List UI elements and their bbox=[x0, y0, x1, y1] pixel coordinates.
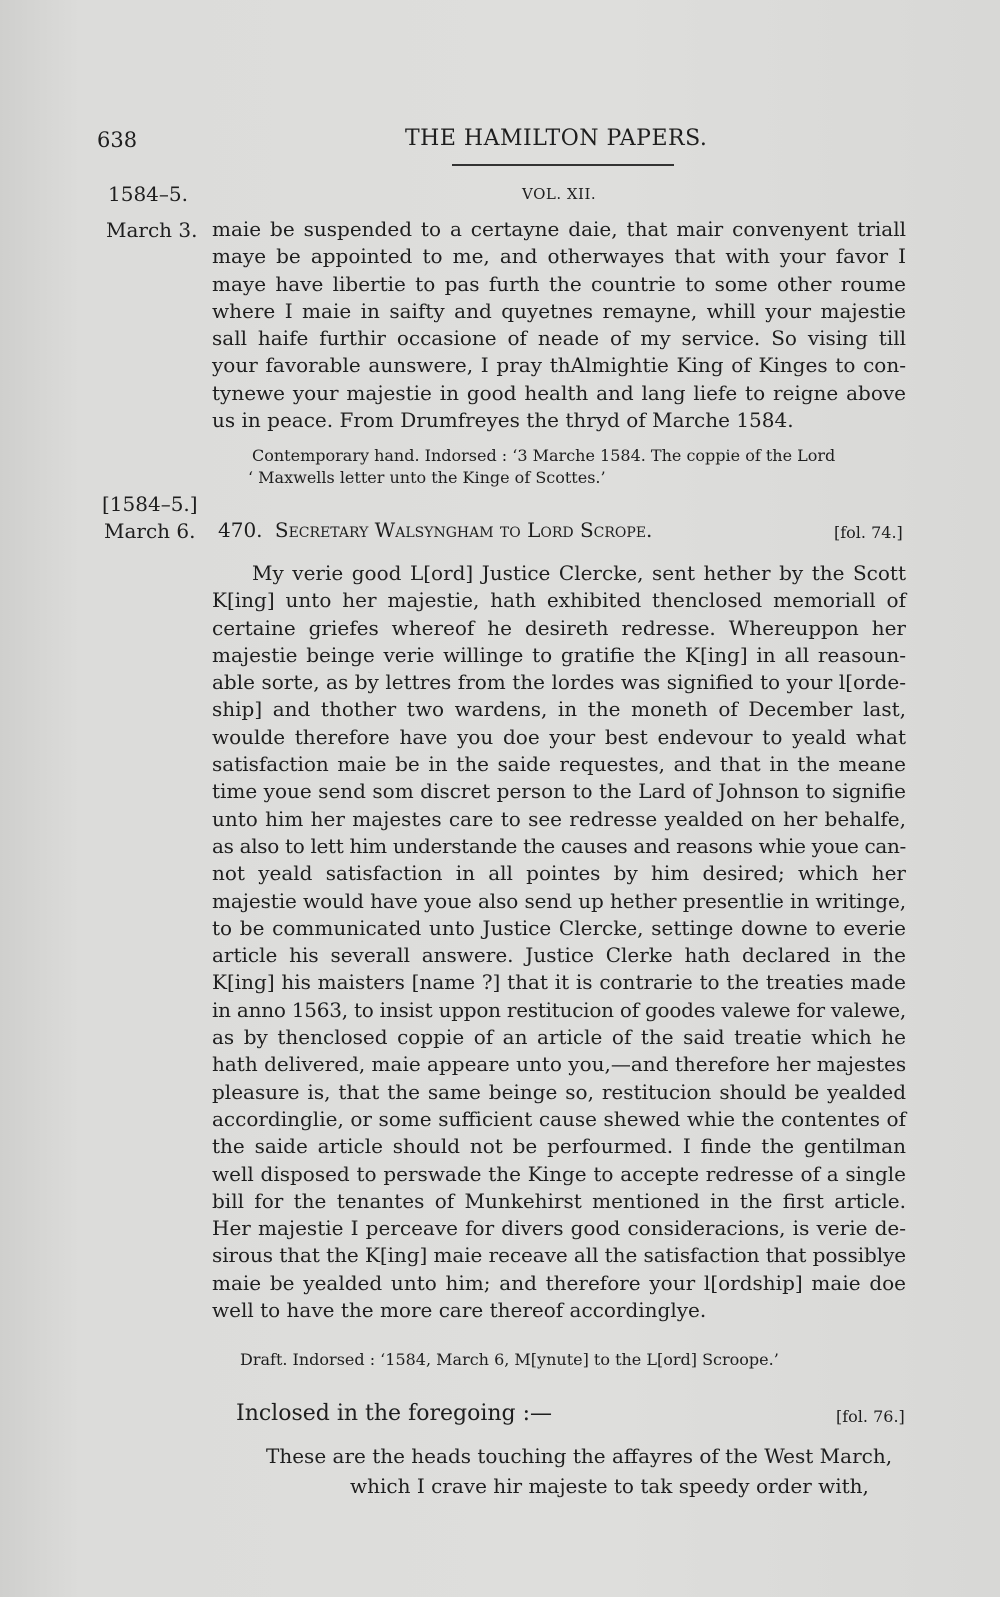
text-line: as also to lett him understande the causes and reasons whie youe can- bbox=[212, 833, 906, 858]
text-line: tynewe your majestie in good health and lang liefe to reigne above bbox=[212, 380, 906, 405]
text-line: hath delivered, maie appeare unto you,—and therefore her majestes bbox=[212, 1052, 907, 1077]
text-line: Her majestie I perceave for divers good consideracions, is verie de- bbox=[212, 1216, 906, 1241]
text-line: maye have libertie to pas furth the countrie to some other roume bbox=[212, 271, 906, 296]
text-line: accordinglie, or some sufficient cause shewed whie the contentes of bbox=[212, 1106, 906, 1131]
text-line: maie be yealded unto him; and therefore your l[ordship] maie doe bbox=[212, 1270, 906, 1295]
page-number: 638 bbox=[97, 128, 138, 152]
text-line: majestie would have youe also send up hether presentlie in writinge, bbox=[212, 888, 906, 913]
text-line: in anno 1563, to insist uppon restitucion of goodes valewe for valewe, bbox=[212, 997, 906, 1022]
enclosure-heading: Inclosed in the foregoing :— bbox=[236, 1401, 553, 1426]
note-line: Contemporary hand. Indorsed : ‘3 Marche 1584. The coppie of the Lord bbox=[252, 446, 836, 465]
text-line: time youe send som discret person to the Lard of Johnson to signifie bbox=[212, 779, 906, 804]
text-line: able sorte, as by lettres from the lordes was signified to your l[orde- bbox=[212, 670, 906, 695]
entry-year: [1584–5.] bbox=[102, 492, 198, 516]
volume-label: VOL. XII. bbox=[522, 185, 597, 203]
entry-year: 1584–5. bbox=[108, 182, 188, 206]
text-line: to be communicated unto Justice Clercke, settinge downe to everie bbox=[212, 915, 906, 940]
letter-title: Secretary Walsyngham to Lord Scrope. bbox=[274, 518, 653, 542]
text-line: well to have the more care thereof accordinglye. bbox=[212, 1298, 707, 1323]
text-line: certaine griefes whereof he desireth redresse. Whereuppon her bbox=[212, 615, 906, 640]
text-line: sall haife furthir occasione of neade of my service. So vising till bbox=[212, 326, 906, 351]
text-line: your favorable aunswere, I pray thAlmightie King of Kinges to con- bbox=[212, 353, 906, 378]
text-line: satisfaction maie be in the saide requestes, and that in the meane bbox=[212, 752, 906, 777]
text-line: the saide article should not be perfourmed. I finde the gentilman bbox=[212, 1134, 906, 1159]
text-line: where I maie in saifty and quyetnes remayne, whill your majestie bbox=[212, 298, 906, 323]
text-line: well disposed to perswade the Kinge to accepte redresse of a single bbox=[212, 1161, 906, 1186]
text-line: article his severall answere. Justice Clerke hath declared in the bbox=[212, 943, 906, 968]
entry-note bbox=[240, 1349, 906, 1371]
text-line: not yeald satisfaction in all pointes by him desired; which her bbox=[212, 861, 906, 886]
text-line: sirous that the K[ing] maie receave all the satisfaction that possiblye bbox=[212, 1243, 907, 1268]
text-line: maie be suspended to a certayne daie, that mair convenyent triall bbox=[212, 217, 906, 241]
running-title: THE HAMILTON PAPERS. bbox=[405, 126, 708, 151]
text-line: My verie good L[ord] Justice Clercke, sent hether by the Scott bbox=[252, 561, 906, 585]
text-line: K[ing] his maisters [name ?] that it is contrarie to the treaties made bbox=[212, 970, 906, 995]
header-rule bbox=[452, 164, 674, 166]
text-line: ship] and thother two wardens, in the moneth of December last, bbox=[212, 697, 906, 722]
text-line: pleasure is, that the same beinge so, restitucion should be yealded bbox=[212, 1079, 906, 1104]
entry-body bbox=[212, 560, 906, 1324]
entry-date: March 3. bbox=[106, 218, 198, 242]
note-line: ‘ Maxwells letter unto the Kinge of Scottes.’ bbox=[248, 468, 606, 487]
text-line: as by thenclosed coppie of an article of the said treatie which he bbox=[212, 1025, 906, 1050]
note-line: Draft. Indorsed : ‘1584, March 6, M[ynute] to the L[ord] Scroope.’ bbox=[240, 1350, 779, 1369]
text-line: maye be appointed to me, and otherwayes that with your favor I bbox=[212, 244, 906, 269]
entry-note bbox=[248, 445, 906, 489]
folio-reference: [fol. 74.] bbox=[834, 523, 903, 542]
letter-number: 470. bbox=[218, 518, 263, 542]
text-line: bill for the tenantes of Munkehirst mentioned in the first article. bbox=[212, 1188, 906, 1213]
text-line: us in peace. From Drumfreyes the thryd of Marche 1584. bbox=[212, 408, 794, 433]
entry-body bbox=[212, 216, 906, 434]
text-line: majestie beinge verie willinge to gratifie the K[ing] in all reasoun- bbox=[212, 642, 906, 667]
entry-date: March 6. bbox=[104, 519, 196, 543]
folio-reference: [fol. 76.] bbox=[836, 1407, 905, 1426]
letter-heading bbox=[218, 518, 652, 542]
text-line: woulde therefore have you doe your best endevour to yeald what bbox=[212, 724, 906, 749]
text-line: unto him her majestes care to see redresse yealded on her behalfe, bbox=[212, 806, 906, 831]
text-line: K[ing] unto her majestie, hath exhibited thenclosed memoriall of bbox=[212, 588, 906, 613]
text-line: These are the heads touching the affayres of the West March, bbox=[266, 1444, 893, 1468]
text-line: which I crave hir majeste to tak speedy order with, bbox=[350, 1474, 869, 1498]
